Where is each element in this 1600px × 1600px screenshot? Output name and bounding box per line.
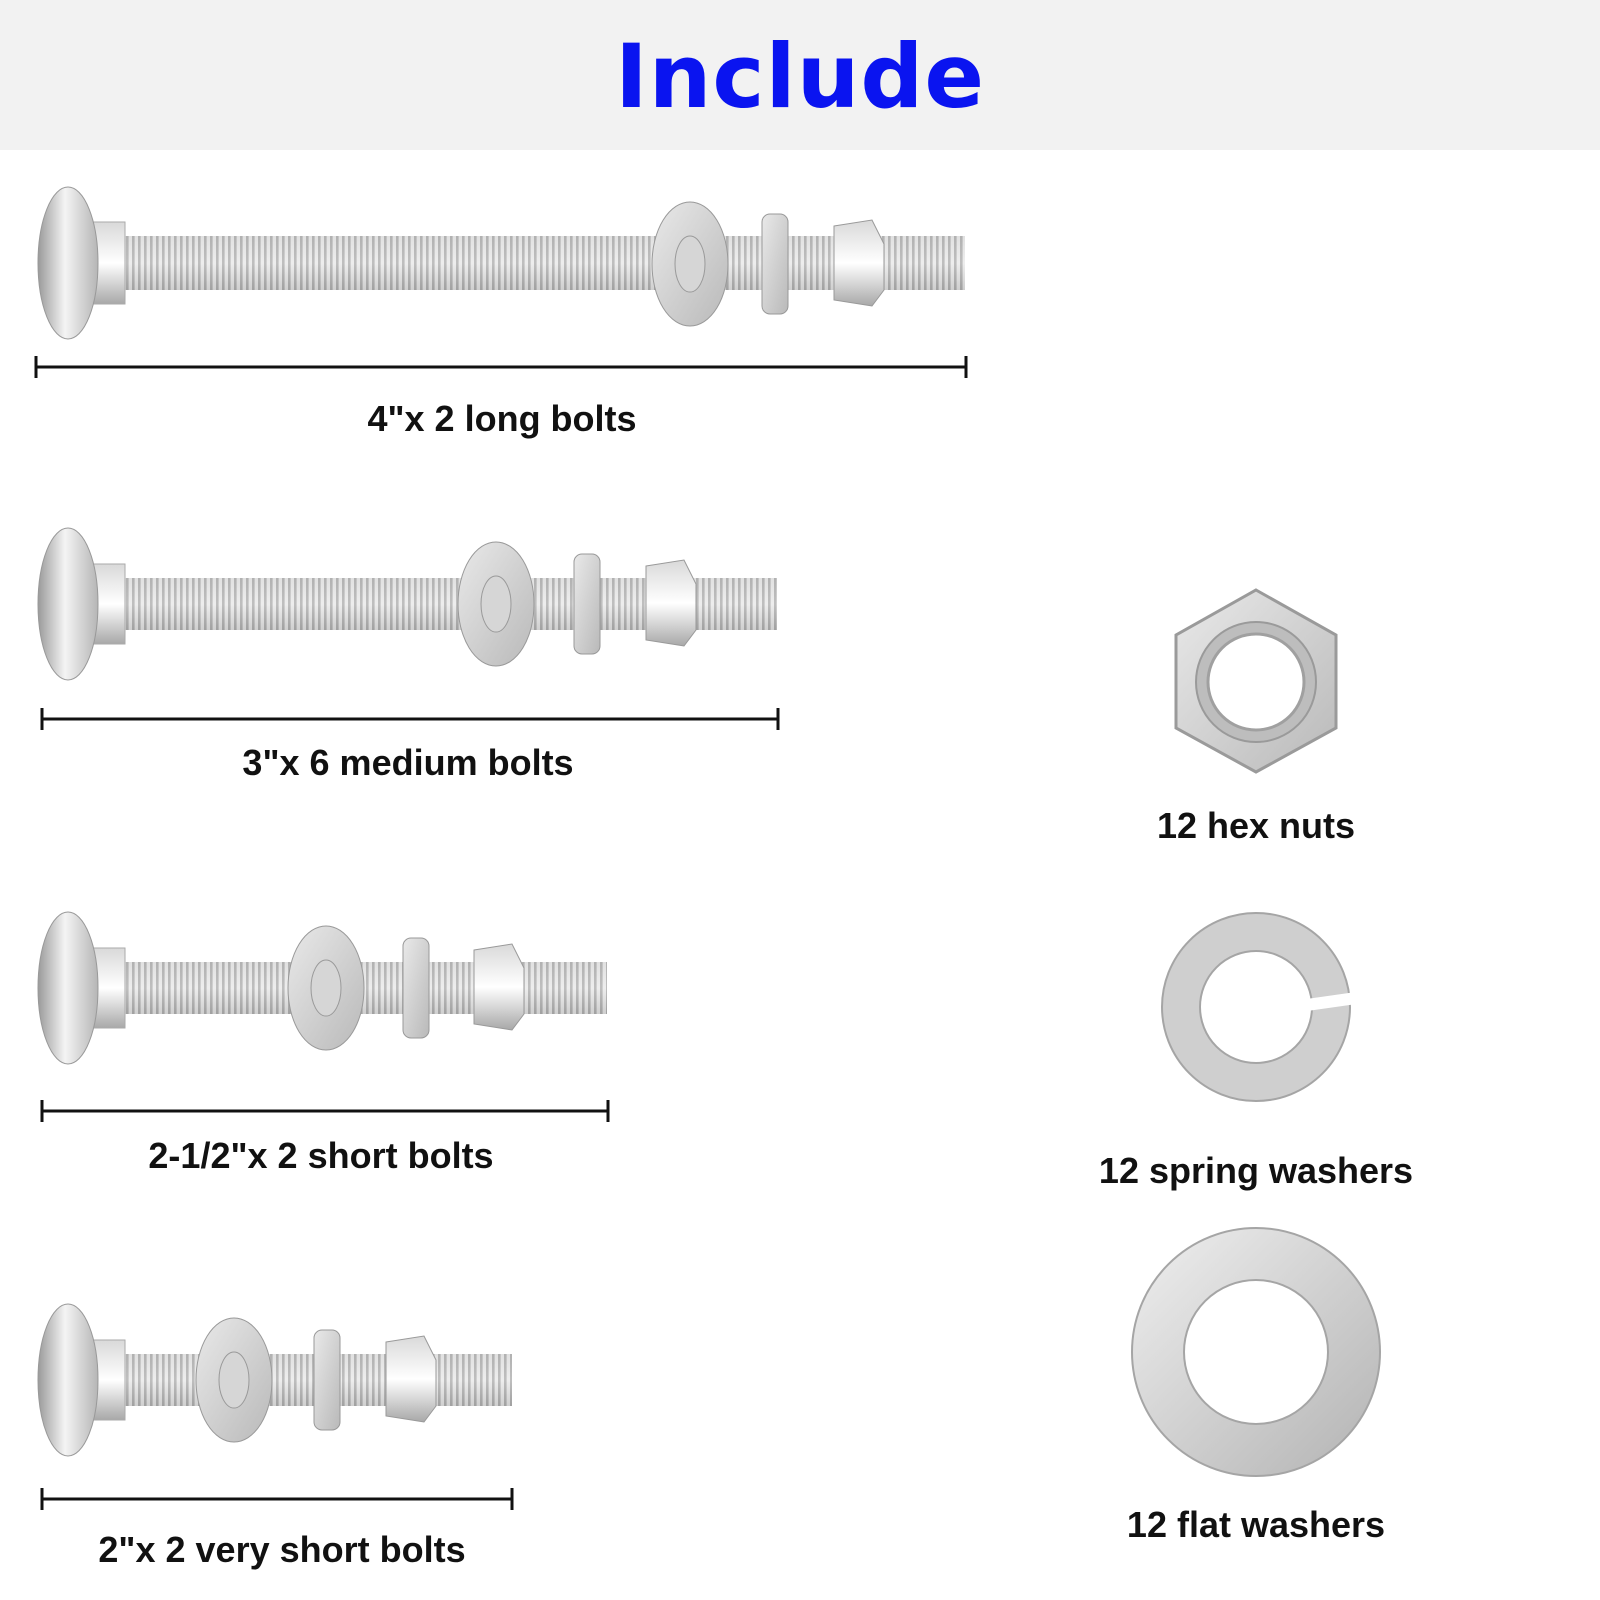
spring-washer xyxy=(314,1330,340,1430)
long-bolts-label: 4"x 2 long bolts xyxy=(367,398,637,439)
flat-washers-label: 12 flat washers xyxy=(1126,1504,1386,1545)
very-short-bolt-measure xyxy=(42,1488,512,1510)
hex-nut xyxy=(646,560,696,646)
spring-washer xyxy=(762,214,788,314)
page-title: Include xyxy=(614,24,986,128)
hex-nuts-label: 12 hex nuts xyxy=(1156,805,1356,846)
short-bolts-label: 2-1/2"x 2 short bolts xyxy=(148,1135,494,1176)
bolt-head xyxy=(38,912,98,1064)
long-bolt-measure xyxy=(36,356,966,378)
hex-nut-image xyxy=(1176,590,1336,772)
spring-washer-image xyxy=(1162,913,1357,1101)
medium-bolt-image xyxy=(38,528,777,680)
short-bolt-measure xyxy=(42,1100,608,1122)
short-bolt-image xyxy=(38,912,607,1064)
medium-bolt-measure xyxy=(42,708,778,730)
hex-nut xyxy=(474,944,524,1030)
very-short-bolt-image xyxy=(38,1304,512,1456)
spring-washers-label: 12 spring washers xyxy=(1098,1150,1414,1191)
hex-nut xyxy=(834,220,884,306)
hex-nut xyxy=(386,1336,436,1422)
bolt-head xyxy=(38,187,98,339)
spring-washer xyxy=(574,554,600,654)
bolt-head xyxy=(38,1304,98,1456)
very-short-bolts-label: 2"x 2 very short bolts xyxy=(98,1529,466,1570)
medium-bolts-label: 3"x 6 medium bolts xyxy=(242,742,574,783)
spring-washer xyxy=(403,938,429,1038)
flat-washer-image xyxy=(1132,1228,1380,1476)
bolt-head xyxy=(38,528,98,680)
long-bolt-image xyxy=(38,187,965,339)
measurement-bars xyxy=(36,356,966,1510)
